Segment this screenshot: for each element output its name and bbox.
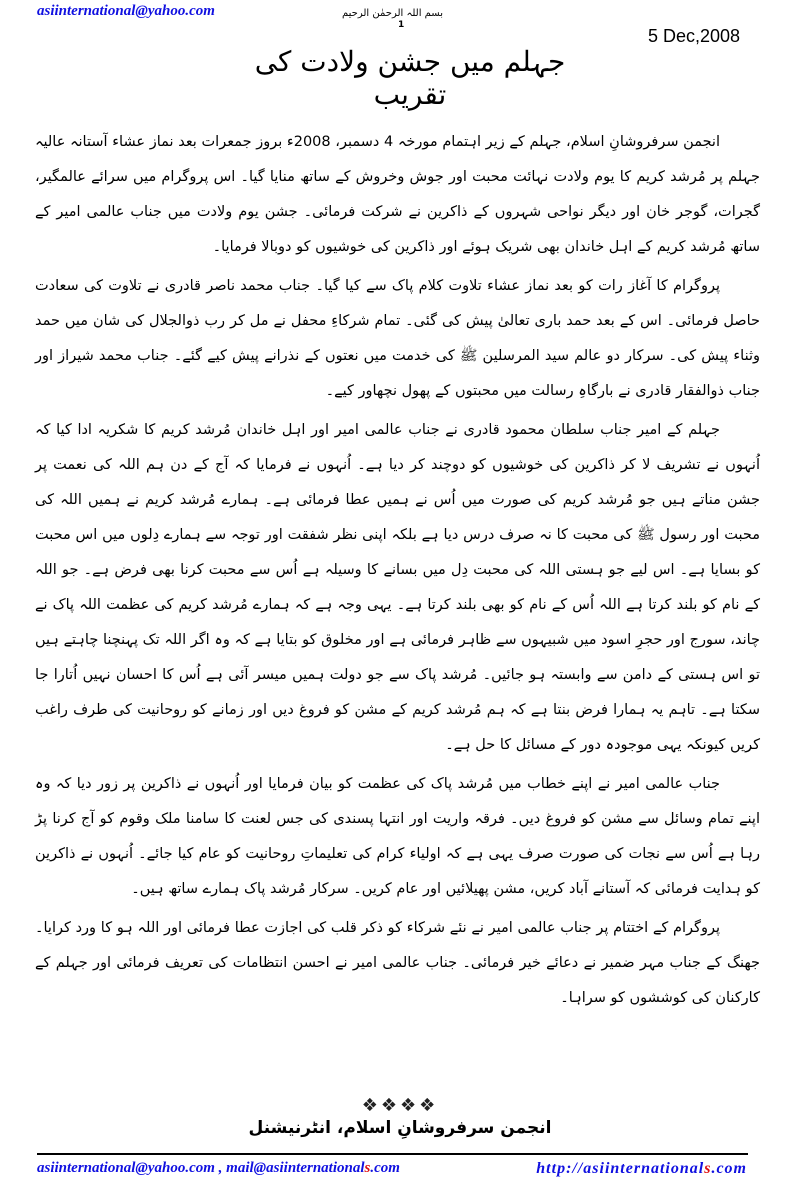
organization-name: انجمن سرفروشانِ اسلام، انٹرنیشنل: [248, 1118, 552, 1138]
website-url-highlight[interactable]: s: [704, 1160, 712, 1177]
footer-emails-suffix[interactable]: .com: [370, 1160, 400, 1176]
footer-email-links[interactable]: [37, 1160, 400, 1177]
website-link[interactable]: [536, 1160, 747, 1178]
website-url-text[interactable]: http://asiinternational: [536, 1160, 705, 1177]
paragraph-3: جہلم کے امیر جناب سلطان محمود قادری نے جناب عالمی امیر اور اہل خاندان مُرشد کریم کا شکریہ ادا کیا کہ اُنہوں نے تشریف لا کر ذاکرین کی خوشیوں کو دوچند کر دیا ہے۔ اُنہوں نے فرمایا کہ آج کے دن ہم اللہ کی نعمت پر جشن مناتے ہیں جو مُرشد کریم کی صورت میں اُس نے ہمیں عطا فرمائی ہے۔ ہمارے مُرشد کریم نے ہمیں اللہ کی محبت اور رسول ﷺ کی محبت کا نہ صرف درس دیا ہے بلکہ اپنی نظر شفقت اور توجہ سے ہمارے دِلوں میں اس محبت کو بسایا ہے۔ اس لیے جو ہستی اللہ کی محبت دِل میں بسانے کا وسیلہ ہے اُس سے محبت کرنا بھی فرض ہے۔ جو اللہ کے نام کو بلند کرتا ہے اللہ اُس کے نام کو بھی بلند کرتا ہے۔ یہی وجہ ہے کہ ہمارے مُرشد کریم کی عظمت اللہ پاک نے چاند، سورج اور حجرِ اسود میں شبیہوں سے ظاہر فرمائی ہے اور مخلوق کو بتایا ہے کہ وہ اگر اللہ تک پہنچنا چاہتے ہیں تو اس ہستی کے دامن سے وابستہ ہو جائیں۔ مُرشد پاک سے جو دولت ہمیں میسر آئی ہے اُس کا احسان نہیں اُتارا جا سکتا ہے۔ تاہم یہ ہمارا فرض بنتا ہے کہ ہم مُرشد کریم کے مشن کو فروغ دیں اور زمانے کو روحانیت کی طرف راغب کریں کیونکہ یہی موجودہ دور کے مسائل کا حل ہے۔: [35, 422, 760, 753]
footer-emails-text[interactable]: asiinternational@yahoo.com , mail@asiinternational: [37, 1160, 365, 1176]
star-ornament-icon: ❖❖❖❖: [361, 1095, 439, 1116]
bismillah-text: بسم اللہ الرحمٰن الرحیم: [342, 8, 444, 19]
paragraph-1: انجمن سرفروشانِ اسلام، جہلم کے زیر اہتمام مورخہ 4 دسمبر، 2008ء بروز جمعرات بعد نماز عشاء آستانہ عالیہ جہلم پر مُرشد کریم کا یوم ولادت نہائت محبت اور جوش وخروش کے ساتھ منایا گیا۔ اس پروگرام میں سرائے عالمگیر، گجرات، گوجر خان اور دیگر نواحی شہروں کے ذاکرین نے شرکت فرمائی۔ جشن یوم ولادت میں جناب عالمی امیر کے ساتھ مُرشد کریم کے اہل خاندان بھی شریک ہوئے اور ذاکرین کی خوشیوں کو دوبالا فرمایا۔: [35, 134, 760, 255]
website-url-suffix[interactable]: .com: [711, 1160, 747, 1177]
footer-divider: [37, 1153, 748, 1155]
article-date: 5 Dec,2008: [648, 26, 741, 46]
footer-emails-highlight[interactable]: s: [364, 1160, 371, 1176]
article-title: جہلم میں جشن ولادت کی تقریب: [254, 45, 566, 111]
paragraph-5: پروگرام کے اختتام پر جناب عالمی امیر نے نئے شرکاء کو ذکر قلب کی اجازت عطا فرمائی اور اللہ ہو کا ورد کرایا۔ جھنگ کے جناب مہر ضمیر نے دعائے خیر فرمائی۔ جناب عالمی امیر نے احسن انتظامات کی تعریف فرمائی اور جہلم کے کارکنان کی کوششوں کو سراہا۔: [35, 920, 760, 1006]
page-number: 1: [398, 20, 405, 30]
paragraph-4: جناب عالمی امیر نے اپنے خطاب میں مُرشد پاک کی عظمت کو بیان فرمایا اور اُنہوں نے ذاکرین پر زور دیا کہ وہ اپنے تمام وسائل سے مشن کو فروغ دیں۔ فرقہ واریت اور انتہا پسندی کی جس لعنت کا سامنا ملک وقوم کو آج کرنا پڑ رہا ہے اُس سے نجات کی صورت صرف یہی ہے کہ اولیاء کرام کی تعلیماتِ روحانیت کو عام کیا جائے۔ اُنہوں نے ذاکرین کو ہدایت فرمائی کہ آستانے آباد کریں، مشن پھیلائیں اور عام کریں۔ سرکار مُرشد پاک ہمارے ساتھ ہیں۔: [35, 776, 760, 897]
paragraph-2: پروگرام کا آغاز رات کو بعد نماز عشاء تلاوت کلام پاک سے کیا گیا۔ جناب محمد ناصر قادری نے تلاوت کی سعادت حاصل فرمائی۔ اس کے بعد حمد باری تعالیٰ پیش کی گئی۔ تمام شرکاءِ محفل نے مل کر رب ذوالجلال کی شان میں حمد وثناء پیش کی۔ سرکار دو عالم سید المرسلین ﷺ کی خدمت میں نعتوں کے نذرانے پیش کیے گئے۔ جناب محمد شیراز اور جناب ذوالفقار قادری نے بارگاہِ رسالت میں محبتوں کے پھول نچھاور کیے۔: [35, 278, 760, 399]
article-body: [35, 125, 760, 1020]
header-email-link[interactable]: asiinternational@yahoo.com: [37, 3, 215, 19]
